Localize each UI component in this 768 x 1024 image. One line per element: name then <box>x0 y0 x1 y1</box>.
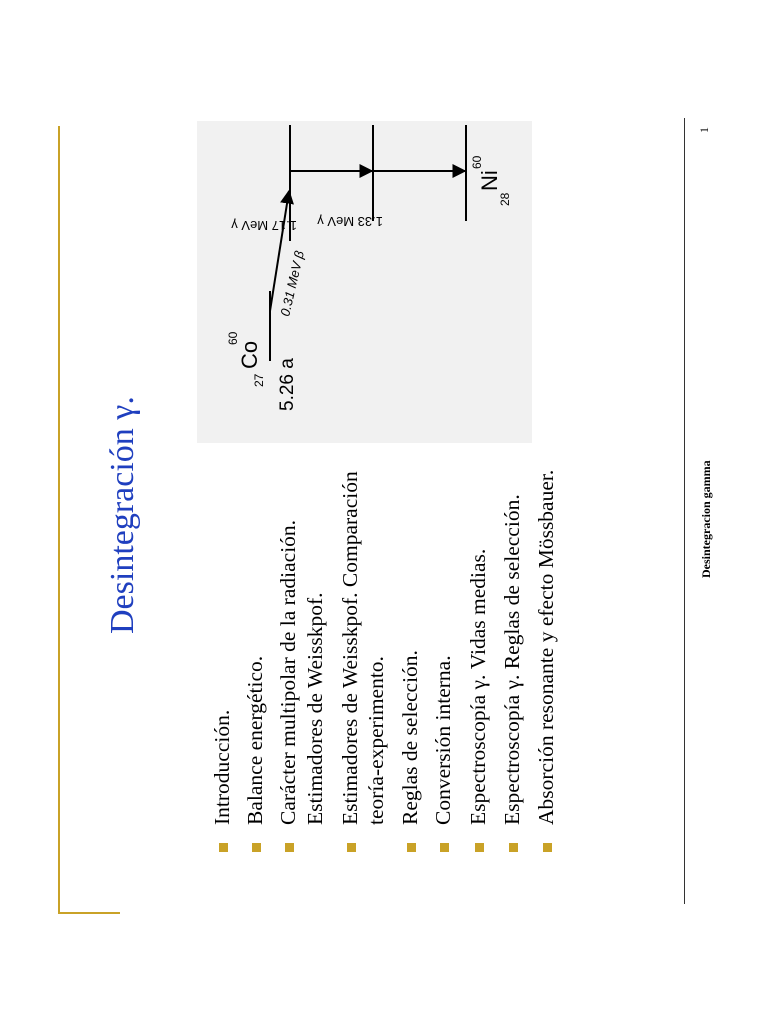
bullet-marker-icon <box>440 843 449 852</box>
bullet-text: Absorción resonante y efecto Mössbauer. <box>534 469 558 825</box>
footer-text: Desintegracion gamma <box>699 460 713 578</box>
half-life-label: 5.26 a <box>277 358 298 411</box>
co-atomic-number: 27 <box>252 373 266 387</box>
page-number: 1 <box>697 127 711 133</box>
bullet-text: Reglas de selección. <box>398 650 422 825</box>
bullet-marker-icon <box>219 843 228 852</box>
bullet-marker-icon <box>407 843 416 852</box>
bullet-item <box>398 650 423 852</box>
bullet-marker-icon <box>475 843 484 852</box>
co-symbol: Co <box>237 340 262 369</box>
bullet-marker-icon <box>509 843 518 852</box>
bullet-item <box>338 471 363 852</box>
bullet-item <box>500 494 525 852</box>
ni-symbol: Ni <box>477 170 502 191</box>
bullet-item <box>276 520 301 852</box>
bullet-item <box>431 655 456 852</box>
bullet-text: Introducción. <box>210 709 234 825</box>
decay-scheme-diagram <box>197 121 532 443</box>
bullet-text: Estimadores de Weisskpof. <box>303 592 327 825</box>
slide-title: Desintegración γ. <box>104 396 141 634</box>
bullet-marker-icon <box>252 843 261 852</box>
bullet-marker-icon <box>285 843 294 852</box>
beta-energy-label: 0.31 MeV β <box>277 249 307 318</box>
ni-atomic-number: 28 <box>498 192 512 206</box>
bullet-item <box>210 710 235 852</box>
bullet-text: Espectroscopía γ. Reglas de selección. <box>500 494 524 825</box>
ni-mass-number: 60 <box>470 155 484 169</box>
bullet-item <box>534 470 559 852</box>
bullet-text-continuation <box>364 656 389 852</box>
slide-frame-vertical <box>58 126 60 914</box>
bullet-marker-icon <box>543 843 552 852</box>
footer-divider <box>684 118 685 904</box>
bullet-text: Balance energético. <box>243 655 267 825</box>
co-mass-number: 60 <box>226 331 240 345</box>
bullet-text: Estimadores de Weisskpof. Comparación <box>338 471 362 825</box>
bullet-text-continuation <box>303 592 328 852</box>
bullet-item <box>466 549 491 852</box>
bullet-item <box>243 656 268 852</box>
gamma2-energy-label: 1.33 MeV γ <box>317 214 383 229</box>
bullet-text: Conversión interna. <box>431 655 455 825</box>
bullet-text: teoría-experimento. <box>364 656 388 825</box>
gamma1-energy-label: 1.17 MeV γ <box>231 218 297 233</box>
bullet-marker-icon <box>347 843 356 852</box>
slide-frame-horizontal <box>58 912 120 914</box>
decay-scheme-svg <box>197 121 532 443</box>
bullet-text: Espectroscopía γ. Vidas medias. <box>466 548 490 825</box>
bullet-text: Carácter multipolar de la radiación. <box>276 519 300 825</box>
